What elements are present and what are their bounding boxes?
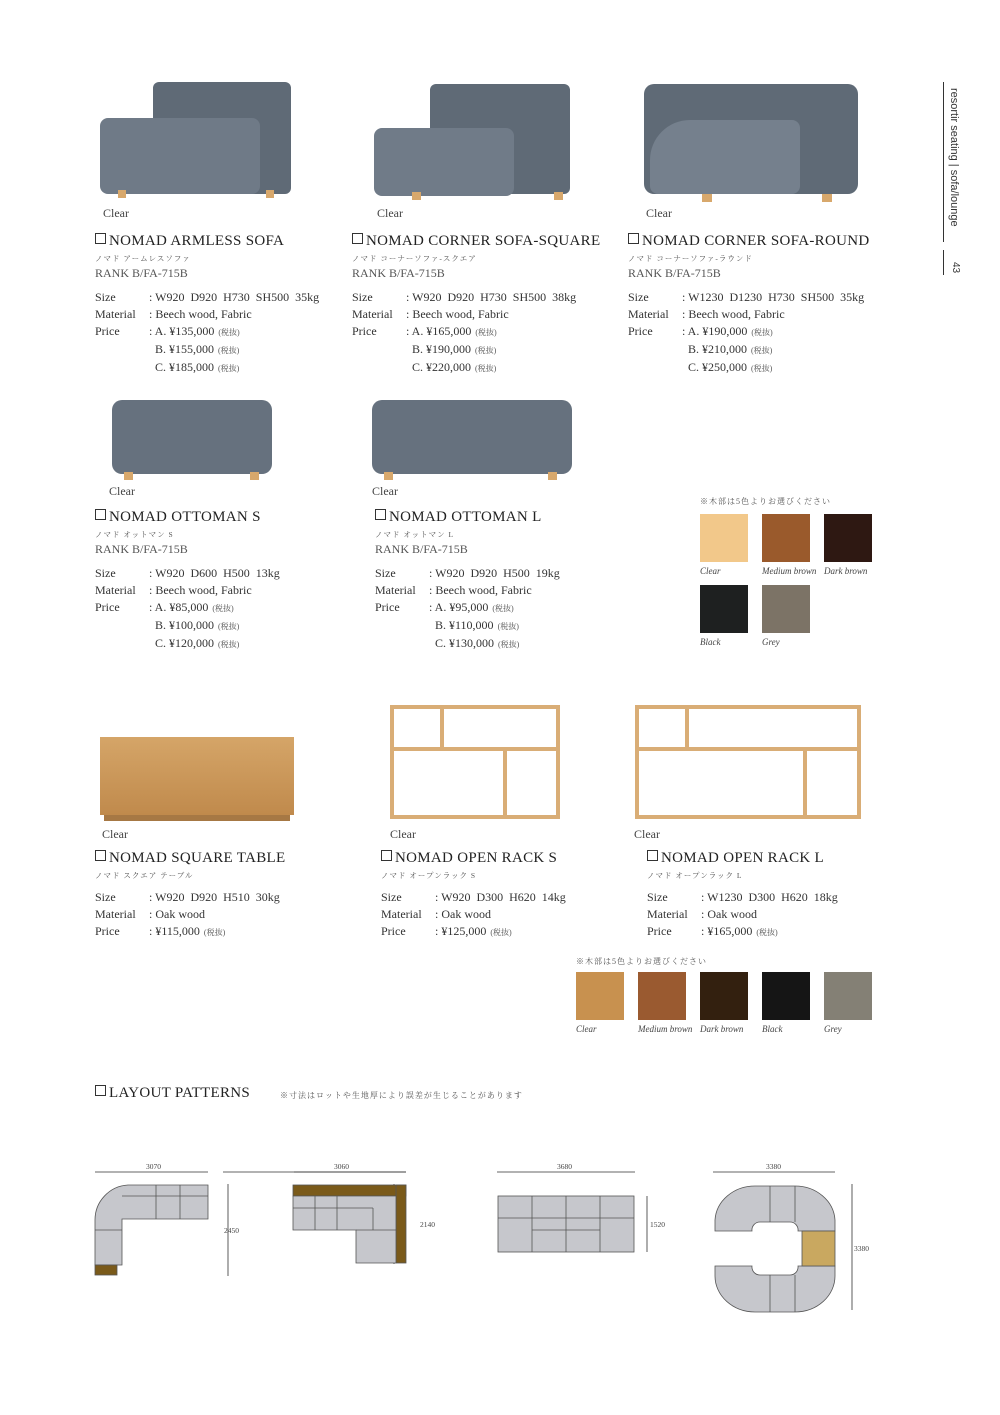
price-value: A. ¥190,000 [687, 324, 748, 338]
checkbox-icon [95, 233, 106, 244]
material-label: Material [647, 907, 688, 921]
open-rack-s-image [390, 705, 560, 819]
swatch-label: Grey [824, 1024, 842, 1034]
price-label: Price [95, 924, 120, 938]
tax-note: (税抜) [212, 604, 234, 613]
product-specs: Size : W920 D920 H730 SH500 38kg Material : Beech wood, Fabric Price : A. ¥165,000 (税抜) B. ¥190,000 (税抜) C. ¥220,000 (税抜) [352, 290, 577, 374]
swatch-label: Clear [700, 566, 721, 576]
product-rank: RANK B/FA-715B [375, 542, 468, 556]
corner-sofa-round-image [642, 80, 862, 204]
product-specs: Size : W1230 D300 H620 18kg Material : Oak wood Price : ¥165,000 (税抜) [647, 889, 917, 941]
tax-note: (税抜) [756, 928, 778, 937]
swatch-label: Dark brown [824, 566, 868, 576]
size-value: W920 D600 H500 13kg [155, 566, 280, 580]
tax-note: (税抜) [218, 364, 240, 373]
swatch-label: Grey [762, 637, 780, 647]
section-label: resortir seating | sofa/lounge [948, 88, 960, 227]
size-value: W920 D920 H500 19kg [435, 566, 560, 580]
product-nomad-corner-sofa-round [628, 233, 898, 377]
pattern-4-width: 3380 [766, 1162, 781, 1171]
size-label: Size [381, 890, 402, 904]
finish-label: Clear [109, 484, 135, 498]
tax-note: (税抜) [497, 622, 519, 631]
product-nomad-corner-sofa-square [352, 233, 622, 377]
product-nomad-open-rack-s [381, 850, 651, 941]
tax-note: (税抜) [751, 364, 773, 373]
material-value: Oak wood [707, 907, 758, 921]
product-specs: Size : W1230 D1230 H730 SH500 35kg Material : Beech wood, Fabric Price : A. ¥190,000 (税抜) B. ¥210,000 (税抜) C. ¥250,000 (税抜) [628, 290, 865, 374]
checkbox-icon [95, 850, 106, 861]
material-label: Material [381, 907, 422, 921]
tax-note: (税抜) [751, 328, 773, 337]
product-title: NOMAD SQUARE TABLE [95, 850, 365, 867]
swatch-grey [762, 585, 810, 633]
product-jp-name: ノマド オットマン S [95, 530, 174, 539]
checkbox-icon [381, 850, 392, 861]
side-rule-2 [943, 250, 944, 275]
price-value: B. ¥100,000 [155, 618, 215, 632]
product-title: NOMAD OPEN RACK L [647, 850, 917, 867]
checkbox-icon [375, 509, 386, 520]
product-title: NOMAD OPEN RACK S [381, 850, 651, 867]
product-title: NOMAD CORNER SOFA-SQUARE [352, 233, 622, 250]
product-title: NOMAD ARMLESS SOFA [95, 233, 365, 250]
product-specs: Size : W920 D920 H500 19kg Material : Beech wood, Fabric Price : A. ¥95,000 (税抜) B. ¥110,000 (税抜) C. ¥130,000 (税抜) [375, 566, 560, 650]
product-nomad-ottoman-l [375, 509, 645, 653]
swatch-dark-brown [700, 972, 748, 1020]
finish-label: Clear [377, 206, 403, 220]
product-jp-name: ノマド コーナーソファ-ラウンド [628, 254, 753, 263]
finish-label: Clear [634, 827, 660, 841]
product-specs: Size : W920 D600 H500 13kg Material : Beech wood, Fabric Price : A. ¥85,000 (税抜) B. ¥100,000 (税抜) C. ¥120,000 (税抜) [95, 566, 280, 650]
size-value: W1230 D1230 H730 SH500 35kg [688, 290, 865, 304]
product-jp-name: ノマド アームレスソファ [95, 254, 191, 263]
product-specs: Size : W920 D920 H730 SH500 35kg Material : Beech wood, Fabric Price : A. ¥135,000 (税抜) B. ¥155,000 (税抜) C. ¥185,000 (税抜) [95, 290, 320, 374]
pattern-4-depth: 3380 [854, 1244, 869, 1253]
product-jp-name: ノマド コーナーソファ-スクエア [352, 254, 477, 263]
price-label: Price [647, 924, 672, 938]
tax-note: (税抜) [475, 364, 497, 373]
square-table-image [100, 737, 296, 824]
size-label: Size [352, 290, 373, 304]
material-value: Beech wood, Fabric [155, 583, 252, 597]
size-label: Size [95, 890, 116, 904]
swatch-medium-brown [762, 514, 810, 562]
tax-note: (税抜) [475, 328, 497, 337]
size-value: W920 D300 H620 14kg [441, 890, 566, 904]
checkbox-icon [95, 509, 106, 520]
price-value: A. ¥165,000 [411, 324, 472, 338]
product-jp-name: ノマド オットマン L [375, 530, 455, 539]
swatch-clear [700, 514, 748, 562]
pattern-1-depth: 2450 [224, 1226, 239, 1235]
checkbox-icon [352, 233, 363, 244]
price-value: C. ¥130,000 [435, 636, 495, 650]
swatch-grey [824, 972, 872, 1020]
tax-note: (税抜) [751, 346, 773, 355]
price-value: B. ¥110,000 [435, 618, 494, 632]
page-number: 43 [950, 262, 961, 274]
finish-label: Clear [646, 206, 672, 220]
open-rack-l-image [635, 705, 861, 819]
swatch-label: Dark brown [700, 1024, 744, 1034]
checkbox-icon [647, 850, 658, 861]
product-jp-name: ノマド スクエア テーブル [95, 871, 194, 880]
price-label: Price [375, 600, 400, 614]
size-label: Size [628, 290, 649, 304]
swatch-clear [576, 972, 624, 1020]
product-specs: Size : W920 D300 H620 14kg Material : Oak wood Price : ¥125,000 (税抜) [381, 889, 651, 941]
finish-label: Clear [390, 827, 416, 841]
price-value: ¥115,000 [155, 924, 200, 938]
product-title: NOMAD CORNER SOFA-ROUND [628, 233, 898, 250]
material-value: Oak wood [155, 907, 206, 921]
tax-note: (税抜) [475, 346, 497, 355]
price-value: A. ¥85,000 [154, 600, 209, 614]
price-value: C. ¥120,000 [155, 636, 215, 650]
size-value: W1230 D300 H620 18kg [707, 890, 838, 904]
layout-note: ※寸法はロットや生地厚により誤差が生じることがあります [280, 1091, 523, 1100]
product-title: NOMAD OTTOMAN S [95, 509, 365, 526]
side-rule [943, 82, 944, 242]
tax-note: (税抜) [218, 640, 240, 649]
material-label: Material [95, 583, 136, 597]
price-value: B. ¥210,000 [688, 342, 748, 356]
product-nomad-square-table [95, 850, 365, 941]
price-label: Price [95, 324, 120, 338]
swatch-label: Black [762, 1024, 783, 1034]
price-value: A. ¥135,000 [154, 324, 215, 338]
swatch-label: Black [700, 637, 721, 647]
price-value: ¥165,000 [707, 924, 753, 938]
product-rank: RANK B/FA-715B [352, 266, 445, 280]
price-label: Price [95, 600, 120, 614]
product-jp-name: ノマド オープンラック L [647, 871, 743, 880]
ottoman-l-image [372, 400, 574, 484]
size-value: W920 D920 H730 SH500 38kg [412, 290, 577, 304]
price-value: C. ¥250,000 [688, 360, 748, 374]
tax-note: (税抜) [498, 640, 520, 649]
material-label: Material [375, 583, 416, 597]
beech-swatch-note: ※木部は5色よりお選びください [700, 497, 831, 506]
armless-sofa-image [98, 80, 298, 200]
tax-note: (税抜) [492, 604, 514, 613]
material-value: Oak wood [441, 907, 492, 921]
swatch-black [700, 585, 748, 633]
material-label: Material [95, 307, 136, 321]
price-value: B. ¥155,000 [155, 342, 215, 356]
material-value: Beech wood, Fabric [155, 307, 252, 321]
material-label: Material [95, 907, 136, 921]
swatch-dark-brown [824, 514, 872, 562]
tax-note: (税抜) [203, 928, 226, 937]
pattern-1-width: 3070 [146, 1162, 161, 1171]
corner-sofa-square-image [372, 80, 577, 202]
product-jp-name: ノマド オープンラック S [381, 871, 477, 880]
price-value: C. ¥220,000 [412, 360, 472, 374]
pattern-2-depth: 2140 [420, 1220, 435, 1229]
layout-diagrams [90, 1150, 890, 1320]
tax-note: (税抜) [218, 328, 240, 337]
material-label: Material [352, 307, 393, 321]
oak-swatch-note: ※木部は5色よりお選びください [576, 957, 707, 966]
price-value: A. ¥95,000 [434, 600, 489, 614]
product-nomad-open-rack-l [647, 850, 917, 941]
material-label: Material [628, 307, 669, 321]
pattern-3-depth: 1520 [650, 1220, 665, 1229]
size-label: Size [647, 890, 668, 904]
layout-patterns-title: LAYOUT PATTERNS [95, 1085, 250, 1102]
finish-label: Clear [372, 484, 398, 498]
size-value: W920 D920 H510 30kg [155, 890, 280, 904]
size-value: W920 D920 H730 SH500 35kg [155, 290, 320, 304]
price-label: Price [628, 324, 653, 338]
price-value: C. ¥185,000 [155, 360, 215, 374]
price-value: B. ¥190,000 [412, 342, 472, 356]
swatch-black [762, 972, 810, 1020]
size-label: Size [95, 290, 116, 304]
finish-label: Clear [102, 827, 128, 841]
ottoman-s-image [110, 400, 274, 484]
finish-label: Clear [103, 206, 129, 220]
size-label: Size [375, 566, 396, 580]
tax-note: (税抜) [490, 928, 512, 937]
tax-note: (税抜) [218, 346, 240, 355]
price-label: Price [381, 924, 406, 938]
pattern-3-width: 3680 [557, 1162, 572, 1171]
swatch-label: Clear [576, 1024, 597, 1034]
price-label: Price [352, 324, 377, 338]
material-value: Beech wood, Fabric [688, 307, 785, 321]
size-label: Size [95, 566, 116, 580]
product-rank: RANK B/FA-715B [95, 266, 188, 280]
price-value: ¥125,000 [441, 924, 487, 938]
product-nomad-armless-sofa [95, 233, 365, 377]
swatch-label: Medium brown [638, 1024, 693, 1034]
product-rank: RANK B/FA-715B [95, 542, 188, 556]
pattern-2-width: 3060 [334, 1162, 349, 1171]
material-value: Beech wood, Fabric [435, 583, 532, 597]
tax-note: (税抜) [218, 622, 240, 631]
product-specs: Size : W920 D920 H510 30kg Material : Oak wood Price : ¥115,000 (税抜) [95, 889, 365, 941]
product-nomad-ottoman-s [95, 509, 365, 653]
material-value: Beech wood, Fabric [412, 307, 509, 321]
swatch-label: Medium brown [762, 566, 817, 576]
product-rank: RANK B/FA-715B [628, 266, 721, 280]
product-title: NOMAD OTTOMAN L [375, 509, 645, 526]
swatch-medium-brown [638, 972, 686, 1020]
checkbox-icon [628, 233, 639, 244]
